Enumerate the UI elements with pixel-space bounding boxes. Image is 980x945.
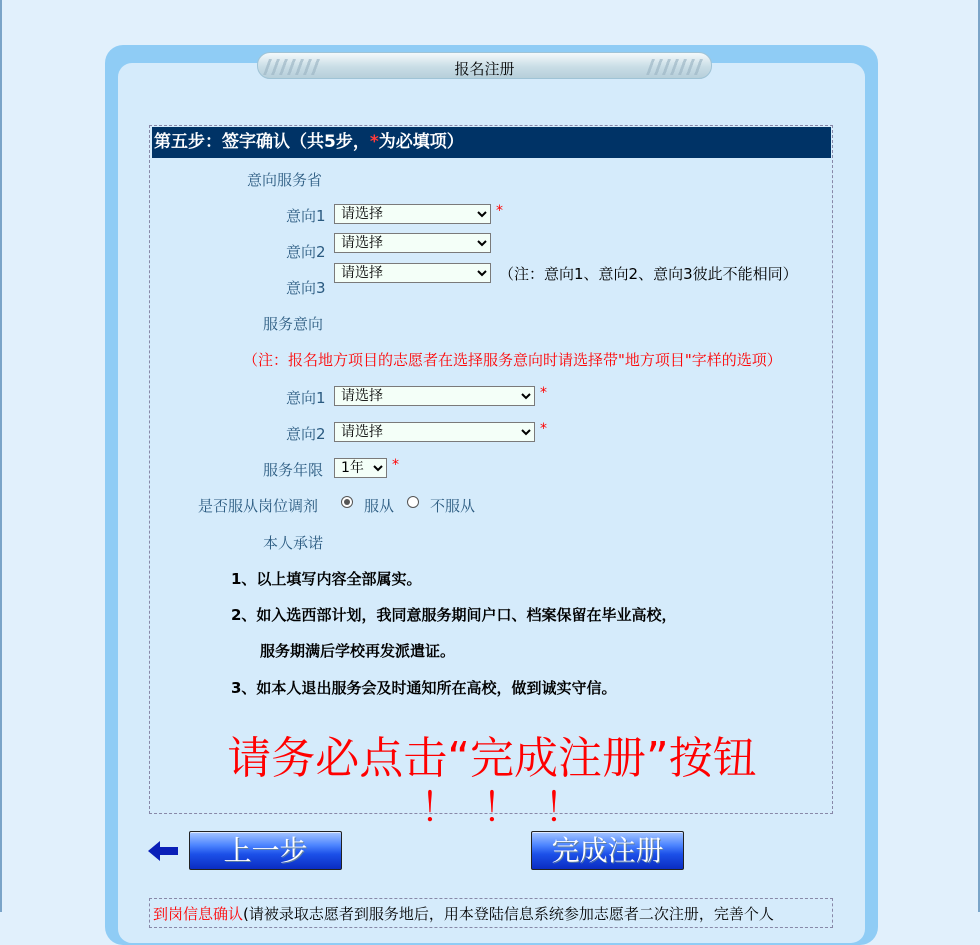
required-marker: * [369,132,379,152]
service-note: （注：报名地方项目的志愿者在选择服务意向时请选择带"地方项目"字样的选项） [243,351,782,369]
page-title: 报名注册 [454,60,515,78]
term-select[interactable] [334,458,387,478]
province-choice2-label: 意向2 [286,243,326,261]
promise-item-2-cont: 服务期满后学校再发派遣证。 [260,642,456,660]
adjust-yes-radio[interactable] [341,496,353,508]
back-arrow-icon[interactable] [148,840,178,862]
promise-item-3: 3、如本人退出服务会及时通知所在高校，做到诚实守信。 [231,679,617,697]
province-choice3-label: 意向3 [286,279,326,297]
service-section-label: 服务意向 [263,315,324,333]
province-choice2-select[interactable] [334,233,491,253]
province-choice3-select[interactable] [334,263,491,283]
step-title-bar [152,127,831,158]
service-choice1-select[interactable] [334,386,535,406]
step-title: 第五步：签字确认（共5步， [154,132,370,152]
arrival-confirm-desc: (请被录取志愿者到服务地后，用本登陆信息系统参加志愿者二次注册，完善个人 [243,905,774,923]
promise-item-1: 1、以上填写内容全部属实。 [231,570,422,588]
header-bar [257,52,712,79]
arrival-confirm-text [153,903,774,924]
arrival-confirm-box [149,898,833,928]
province-section-label: 意向服务省 [247,171,323,189]
finish-warning-exclamations: ！！！ [420,785,606,831]
adjust-no-label[interactable]: 不服从 [430,497,476,515]
finish-warning: 请务必点击“完成注册”按钮 [227,733,757,784]
finish-register-button[interactable]: 完成注册 [531,831,684,870]
service-choice1-label: 意向1 [286,389,326,407]
term-required: * [392,457,399,473]
province-choice1-required: * [496,203,503,219]
province-choice1-label: 意向1 [286,207,326,225]
term-label: 服务年限 [263,461,324,479]
promise-label: 本人承诺 [263,534,324,552]
adjust-label: 是否服从岗位调剂 [198,497,319,515]
adjust-yes-label[interactable]: 服从 [364,497,395,515]
service-choice2-select[interactable] [334,422,535,442]
service-choice1-required: * [540,385,547,401]
service-choice2-label: 意向2 [286,425,326,443]
province-choice1-select[interactable] [334,204,491,224]
service-choice2-required: * [540,421,547,437]
step-form [149,125,833,814]
promise-item-2: 2、如入选西部计划，我同意服务期间户口、档案保留在毕业高校， [231,606,677,624]
adjust-no-radio[interactable] [407,496,419,508]
province-note: （注：意向1、意向2、意向3彼此不能相同） [499,265,798,283]
prev-step-button[interactable]: 上一步 [189,831,342,870]
step-title-suffix: 为必填项） [378,132,464,152]
arrival-confirm-link[interactable]: 到岗信息确认 [153,905,244,923]
